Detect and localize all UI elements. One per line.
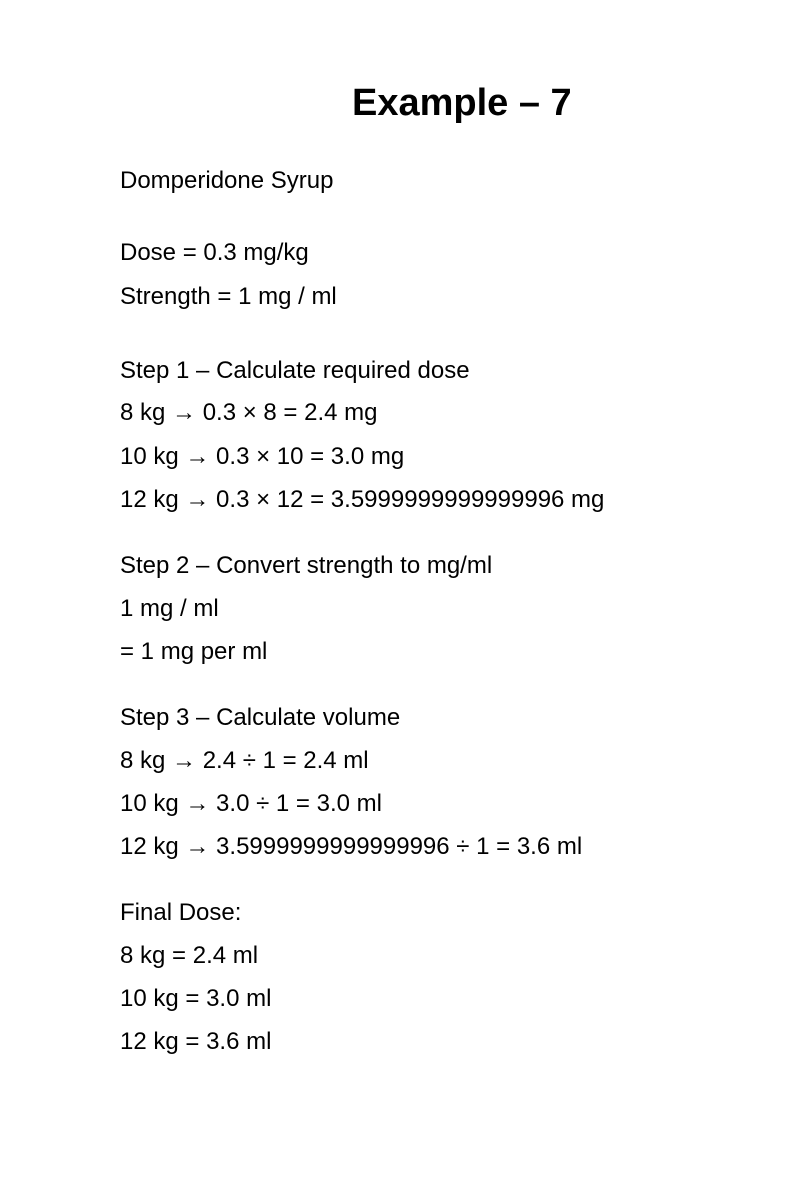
final-line: 12 kg = 3.6 ml	[120, 1028, 272, 1055]
strength-line: Strength = 1 mg / ml	[120, 283, 337, 310]
step1-line: 8 kg → 0.3 × 8 = 2.4 mg	[120, 399, 378, 426]
drug-name: Domperidone Syrup	[120, 167, 334, 194]
step3-line: 12 kg → 3.5999999999999996 ÷ 1 = 3.6 ml	[120, 833, 583, 860]
final-line: 10 kg = 3.0 ml	[120, 985, 272, 1012]
step1-heading: Step 1 – Calculate required dose	[120, 357, 470, 384]
dose-line: Dose = 0.3 mg/kg	[120, 239, 309, 266]
final-line: 8 kg = 2.4 ml	[120, 942, 259, 969]
step2-line: 1 mg / ml	[120, 595, 219, 622]
step3-heading: Step 3 – Calculate volume	[120, 704, 401, 731]
step2-heading: Step 2 – Convert strength to mg/ml	[120, 552, 493, 579]
step1-line: 12 kg → 0.3 × 12 = 3.5999999999999996 mg	[120, 486, 605, 513]
step1-line: 10 kg → 0.3 × 10 = 3.0 mg	[120, 443, 405, 470]
final-heading: Final Dose:	[120, 899, 242, 926]
page-title: Example – 7	[352, 82, 572, 124]
step3-line: 10 kg → 3.0 ÷ 1 = 3.0 ml	[120, 790, 382, 817]
step3-line: 8 kg → 2.4 ÷ 1 = 2.4 ml	[120, 747, 369, 774]
step2-line: = 1 mg per ml	[120, 638, 268, 665]
